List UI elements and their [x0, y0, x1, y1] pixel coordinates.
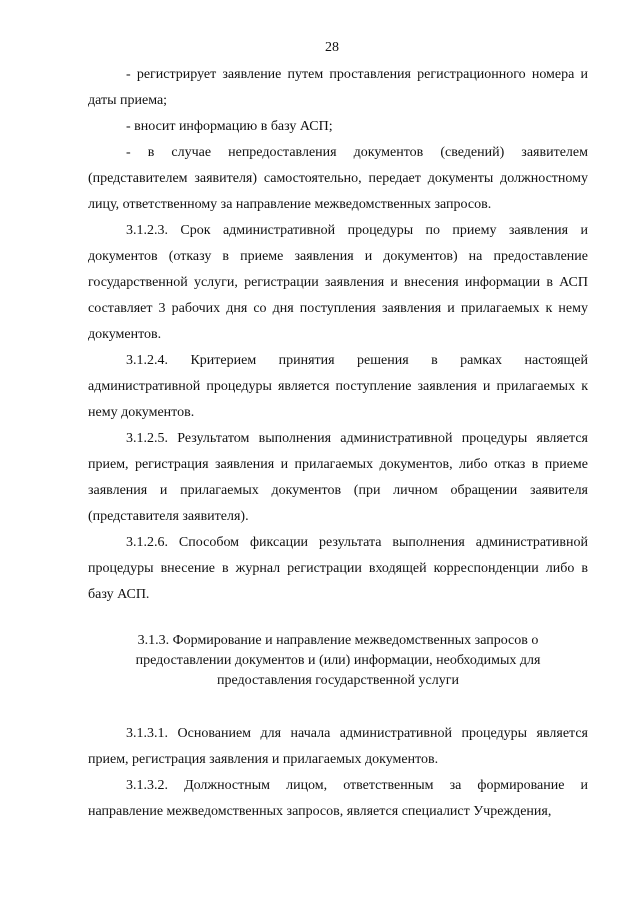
- paragraph-enter-info: - вносит информацию в базу АСП;: [126, 119, 333, 134]
- section-heading-3-1-3: 3.1.3. Формирование и направление межведомственных запросов о предоставлении документов и (или) информации, необходимых для предоставления государственной услуги: [135, 633, 541, 688]
- paragraph-3-1-2-6: 3.1.2.6. Способом фиксации результата выполнения административной процедуры внесение в журнал регистрации входящей корреспонденции либо в базу АСП.: [88, 535, 588, 602]
- paragraph-register: - регистрирует заявление путем проставления регистрационного номера и даты приема;: [88, 67, 588, 108]
- paragraph-3-1-3-1: 3.1.3.1. Основанием для начала административной процедуры является прием, регистрация заявления и прилагаемых документов.: [88, 726, 588, 767]
- paragraph-3-1-2-4: 3.1.2.4. Критерием принятия решения в рамках настоящей административной процедуры является поступление заявления и прилагаемых к нему документов.: [88, 353, 588, 420]
- paragraph-3-1-2-5: 3.1.2.5. Результатом выполнения административной процедуры является прием, регистрация заявления и прилагаемых документов, либо отказ в приеме заявления и прилагаемых документов (при личном обращении заявителя (представителя заявителя).: [88, 431, 588, 524]
- paragraph-documents-not-provided: - в случае непредоставления документов (сведений) заявителем (представителем заявителя) самостоятельно, передает документы должностному лицу, ответственному за направление межведомственных запросов.: [88, 145, 588, 212]
- paragraph-3-1-3-2: 3.1.3.2. Должностным лицом, ответственным за формирование и направление межведомственных запросов, является специалист Учреждения,: [88, 778, 588, 819]
- page-number: 28: [325, 40, 339, 55]
- paragraph-3-1-2-3: 3.1.2.3. Срок административной процедуры по приему заявления и документов (отказу в приеме заявления и документов) на предоставление государственной услуги, регистрации заявления и внесения информации в АСП составляет 3 рабочих дня со дня поступления заявления и прилагаемых к нему документов.: [88, 223, 588, 342]
- document-body: [88, 62, 588, 825]
